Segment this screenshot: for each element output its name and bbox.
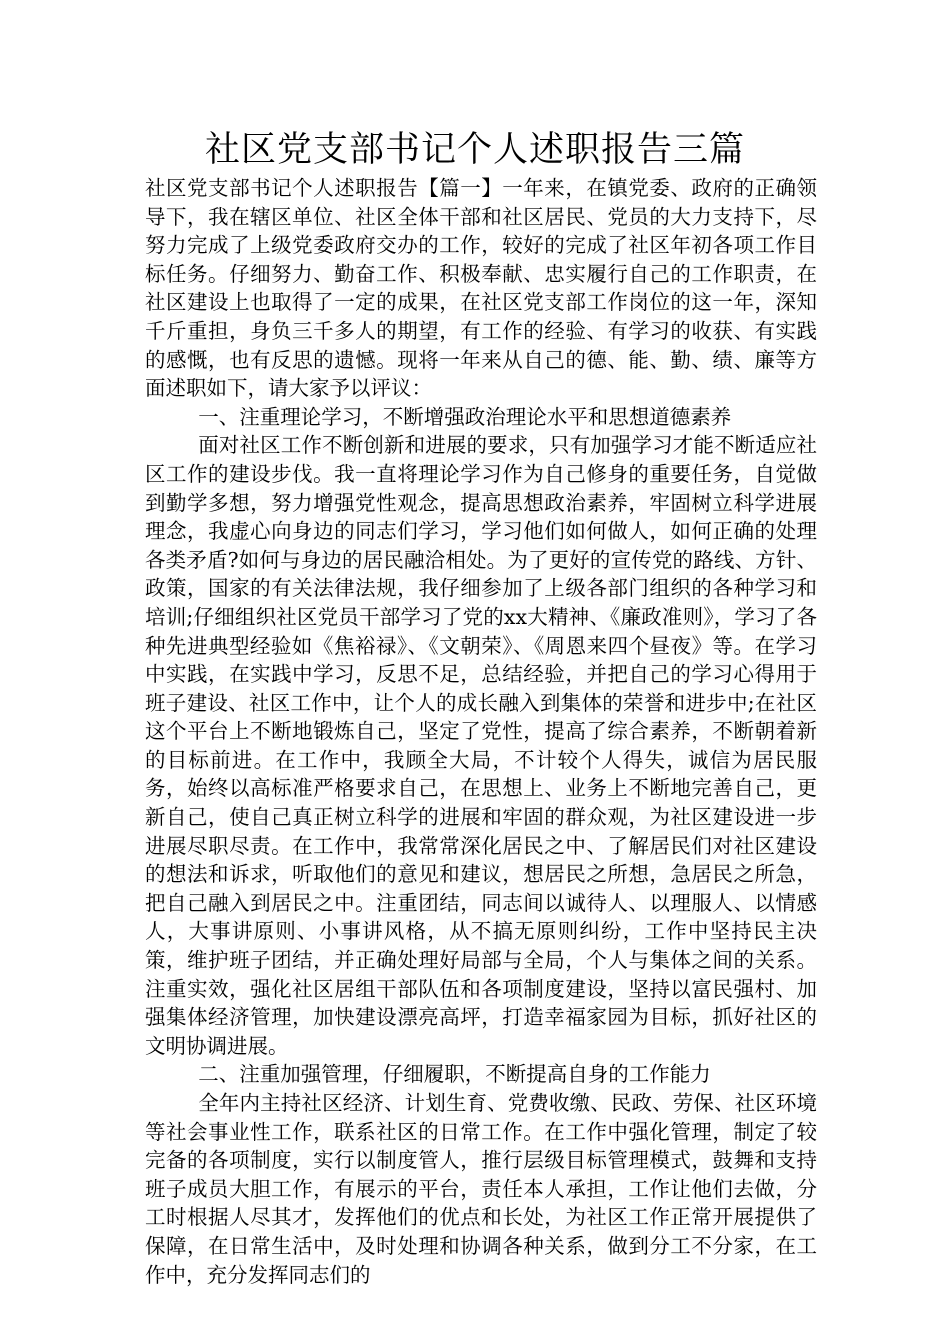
document-title: 社区党支部书记个人述职报告三篇 bbox=[204, 130, 745, 170]
section-heading-1: 一、注重理论学习，不断增强政治理论水平和思想道德素养 bbox=[198, 404, 732, 429]
paragraph-intro: 社区党支部书记个人述职报告【篇一】一年来，在镇党委、政府的正确领导下，我在辖区单位、社区全体干部和社区居民、党员的大力支持下，尽努力完成了上级党委政府交办的工作，较好的完成了社区年初各项工作目标任务。仔细努力、勤奋工作、积极奉献、忠实履行自己的工作职责，在社区建设上也取得了一定的成果，在社区党支部工作岗位的这一年，深知千斤重担，身负三千多人的期望，有工作的经验、有学习的收获、有实践的感慨，也有反思的遗憾。现将一年来从自己的德、能、勤、绩、廉等方面述职如下，请大家予以评议： bbox=[145, 176, 817, 401]
paragraph-section-2: 全年内主持社区经济、计划生育、党费收缴、民政、劳保、社区环境等社会事业性工作，联系社区的日常工作。在工作中强化管理，制定了较完备的各项制度，实行以制度管人，推行层级目标管理模式，鼓舞和支持班子成员大胆工作，有展示的平台，责任本人承担，工作让他们去做，分工时根据人尽其才，发挥他们的优点和长处，为社区工作正常开展提供了保障，在日常生活中，及时处理和协调各种关系，做到分工不分家，在工作中，充分发挥同志们的 bbox=[145, 1091, 817, 1287]
paragraph-section-1: 面对社区工作不断创新和进展的要求，只有加强学习才能不断适应社区工作的建设步伐。我一直将理论学习作为自己修身的重要任务，自觉做到勤学多想，努力增强党性观念，提高思想政治素养，牢固树立科学进展理念，我虚心向身边的同志们学习，学习他们如何做人，如何正确的处理各类矛盾?如何与身边的居民融洽相处。为了更好的宣传党的路线、方针、政策，国家的有关法律法规，我仔细参加了上级各部门组织的各种学习和培训;仔细组织社区党员干部学习了党的xx大精神、《廉政准则》，学习了各种先进典型经验如《焦裕禄》、《文朝荣》、《周恩来四个昼夜》等。在学习中实践，在实践中学习，反思不足，总结经验，并把自己的学习心得用于班子建设、社区工作中，让个人的成长融入到集体的荣誉和进步中;在社区这个平台上不断地锻炼自己，坚定了党性，提高了综合素养，不断朝着新的目标前进。在工作中，我顾全大局，不计较个人得失，诚信为居民服务，始终以高标准严格要求自己，在思想上、业务上不断地完善自己，更新自己，使自己真正树立科学的进展和牢固的群众观，为社区建设进一步进展尽职尽责。在工作中，我常常深化居民之中、了解居民们对社区建设的想法和诉求，听取他们的意见和建议，想居民之所想，急居民之所急，把自己融入到居民之中。注重团结，同志间以诚待人、以理服人、以情感人，大事讲原则、小事讲风格，从不搞无原则纠纷，工作中坚持民主决策，维护班子团结，并正确处理好局部与全局，个人与集体之间的关系。注重实效，强化社区居组干部队伍和各项制度建设，坚持以富民强村、加强集体经济管理，加快建设漂亮高坪，打造幸福家园为目标，抓好社区的文明协调进展。 bbox=[145, 433, 817, 1058]
section-heading-2: 二、注重加强管理，仔细履职，不断提高自身的工作能力 bbox=[198, 1062, 711, 1087]
document-body bbox=[145, 174, 817, 1289]
